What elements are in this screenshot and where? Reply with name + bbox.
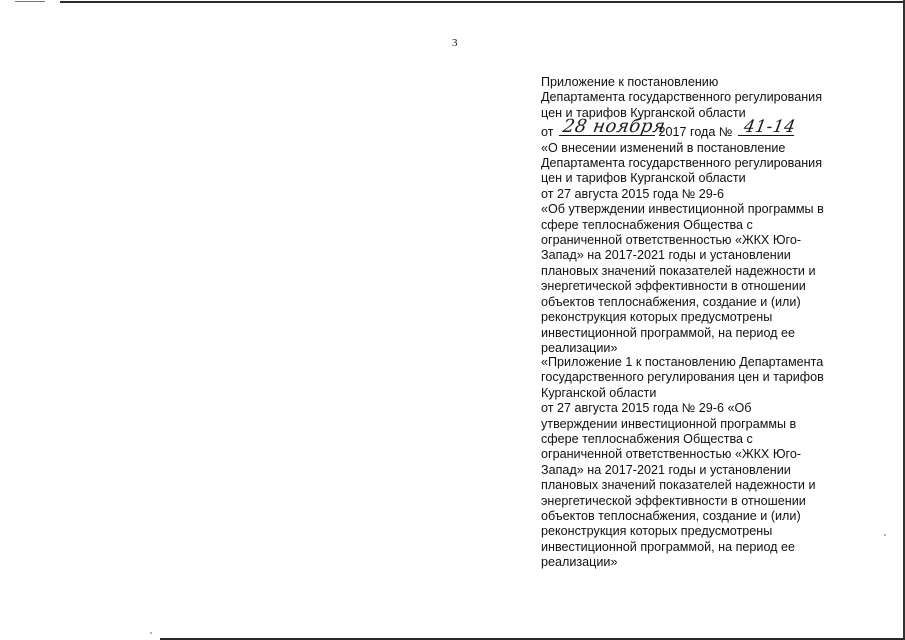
- text-line: инвестиционной программой, на период ее: [541, 325, 796, 340]
- date-year-text: 2017 года №: [658, 125, 733, 140]
- handwritten-month: ноября: [591, 116, 668, 138]
- text-line: инвестиционной программой, на период ее: [541, 539, 796, 554]
- text-line: «О внесении изменений в постановление: [541, 140, 786, 155]
- text-line: утверждении инвестиционной программы в: [541, 416, 797, 431]
- page-number: 3: [452, 37, 458, 49]
- text-line: сфере теплоснабжения Общества с: [541, 217, 753, 232]
- text-line: объектов теплоснабжения, создание и (или): [541, 509, 801, 524]
- text-line: Департамента государственного регулирования: [541, 156, 823, 171]
- appendix-1-block: [541, 355, 851, 571]
- text-line: «Об утверждении инвестиционной программы в: [541, 202, 824, 217]
- text-line: от 27 августа 2015 года № 29-6 «Об: [541, 401, 752, 416]
- text-line: Запад» на 2017-2021 годы и установлении: [541, 462, 791, 477]
- date-prefix: от: [541, 125, 554, 140]
- text-line: реализации»: [541, 340, 618, 355]
- text-line: реконструкция которых предусмотрены: [541, 524, 773, 539]
- date-fill-field: [559, 116, 668, 138]
- text-line: ограниченной ответственностью «ЖКХ Юго-: [541, 447, 802, 462]
- text-line: Запад» на 2017-2021 годы и установлении: [541, 248, 791, 263]
- appendix-header: [541, 75, 851, 356]
- text-line: плановых значений показателей надежности и: [541, 263, 816, 278]
- text-line: энергетической эффективности в отношении: [541, 493, 806, 508]
- text-line: реконструкция которых предусмотрены: [541, 310, 773, 325]
- text-line: государственного регулирования цен и тарифов: [541, 370, 824, 385]
- text-line: Курганской области: [541, 385, 657, 400]
- appendix-title-lines: [541, 355, 851, 571]
- text-line: «Приложение 1 к постановлению Департамента: [541, 355, 824, 369]
- scan-top-border: [60, 1, 905, 3]
- header-line: цен и тарифов Курганской области: [541, 105, 746, 120]
- text-line: энергетической эффективности в отношении: [541, 279, 806, 294]
- decree-date-line: [541, 116, 851, 140]
- text-line: от 27 августа 2015 года № 29-6: [541, 186, 724, 201]
- text-line: реализации»: [541, 555, 618, 570]
- decree-number-field: [738, 117, 798, 138]
- text-line: объектов теплоснабжения, создание и (или): [541, 294, 801, 309]
- scan-speck: [884, 534, 886, 536]
- header-line: Департамента государственного регулирования: [541, 90, 823, 105]
- handwritten-day: 28: [561, 116, 589, 138]
- handwritten-date: [561, 118, 666, 136]
- text-line: сфере теплоснабжения Общества с: [541, 432, 753, 447]
- text-line: цен и тарифов Курганской области: [541, 171, 746, 186]
- header-line: Приложение к постановлению: [541, 75, 719, 89]
- scan-edge-mark: [15, 1, 45, 2]
- scan-speck: [150, 632, 152, 634]
- text-line: ограниченной ответственностью «ЖКХ Юго-: [541, 233, 802, 248]
- handwritten-decree-number: 41-14: [742, 117, 798, 138]
- header-title-lines: [541, 141, 851, 357]
- text-line: плановых значений показателей надежности и: [541, 478, 816, 493]
